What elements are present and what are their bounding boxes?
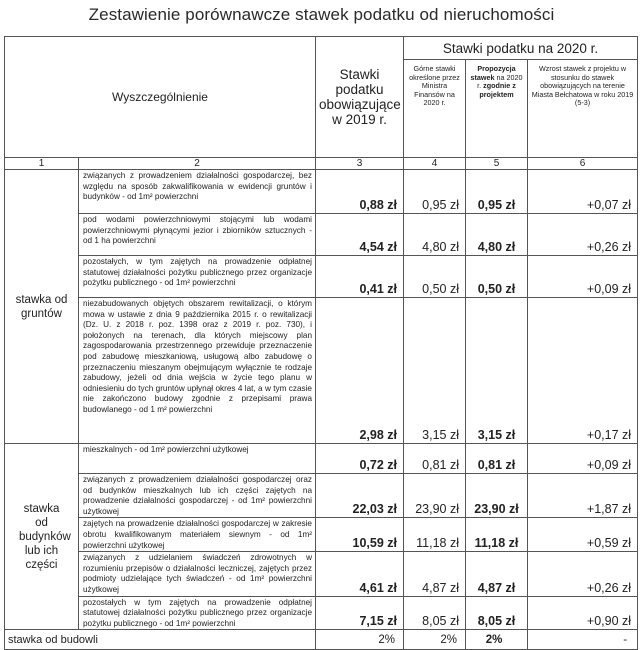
table-row bbox=[5, 170, 638, 214]
rate-2019: 10,59 zł bbox=[316, 518, 404, 552]
category-structures: stawka od budowli bbox=[5, 630, 316, 650]
proposed-rate-2020: 23,90 zł bbox=[466, 474, 528, 518]
table-row bbox=[5, 596, 638, 630]
table-row bbox=[5, 256, 638, 298]
table-row bbox=[5, 444, 638, 474]
header-proposed-rates: Propozycja stawek na 2020 r. zgodnie z projektem bbox=[466, 60, 528, 158]
header-rates-2019: Stawki podatku obowiązujące w 2019 r. bbox=[316, 37, 404, 158]
max-rate-2020: 2% bbox=[404, 630, 466, 650]
row-description: pozostałych, w tym zajętych na prowadzenie odpłatnej statutowej działalności pożytku publicznego przez organizacje pożytku publicznego - od 1m² powierzchni bbox=[79, 256, 316, 298]
table-row bbox=[5, 298, 638, 444]
rate-2019: 0,88 zł bbox=[316, 170, 404, 214]
row-description: pod wodami powierzchniowymi stojącymi lub wodami powierzchniowymi płynącymi jezior i zbiorników sztucznych - od 1 ha powierzchni bbox=[79, 214, 316, 256]
rate-2019: 2% bbox=[316, 630, 404, 650]
rate-2019: 4,54 zł bbox=[316, 214, 404, 256]
proposed-rate-2020: 2% bbox=[466, 630, 528, 650]
rate-2019: 22,03 zł bbox=[316, 474, 404, 518]
row-description: związanych z udzielaniem świadczeń zdrowotnych w rozumieniu przepisów o działalności leczniczej, zajętych przez podmioty udzielające tych świadczeń - od 1m² powierzchni użytkowej bbox=[79, 552, 316, 596]
rate-2019: 0,72 zł bbox=[316, 444, 404, 474]
rate-growth: - bbox=[528, 630, 638, 650]
rate-growth: +0,90 zł bbox=[528, 596, 638, 630]
max-rate-2020: 8,05 zł bbox=[404, 596, 466, 630]
row-description: pozostałych w tym zajętych na prowadzenie odpłatnej statutowej działalności pożytku publicznego przez organizacje pożytku publicznego - od 1m² powierzchni bbox=[79, 596, 316, 630]
column-number: 5 bbox=[466, 158, 528, 170]
rate-growth: +0,26 zł bbox=[528, 214, 638, 256]
max-rate-2020: 0,50 zł bbox=[404, 256, 466, 298]
row-description: zajętych na prowadzenie działalności gospodarczej w zakresie obrotu kwalifikowanym materiałem siewnym - od 1m² powierzchni użytkowej bbox=[79, 518, 316, 552]
column-number: 2 bbox=[79, 158, 316, 170]
max-rate-2020: 11,18 zł bbox=[404, 518, 466, 552]
proposed-rate-2020: 11,18 zł bbox=[466, 518, 528, 552]
category-land: stawka od gruntów bbox=[5, 170, 79, 444]
max-rate-2020: 0,81 zł bbox=[404, 444, 466, 474]
proposed-rate-2020: 0,50 zł bbox=[466, 256, 528, 298]
rate-growth: +0,09 zł bbox=[528, 444, 638, 474]
max-rate-2020: 23,90 zł bbox=[404, 474, 466, 518]
column-numbers-row bbox=[5, 158, 638, 170]
max-rate-2020: 0,95 zł bbox=[404, 170, 466, 214]
proposed-rate-2020: 4,87 zł bbox=[466, 552, 528, 596]
row-description: związanych z prowadzeniem działalności gospodarczej oraz od budynków mieszkalnych lub ich części zajętych na prowadzenie działalności gospodarczej - od 1m² powierzchni użytkowej bbox=[79, 474, 316, 518]
table-row bbox=[5, 552, 638, 596]
table-row bbox=[5, 518, 638, 552]
rate-2019: 0,41 zł bbox=[316, 256, 404, 298]
header-growth: Wzrost stawek z projektu w stosunku do stawek obowiązujących na terenie Miasta Bełchatowa w roku 2019 (5-3) bbox=[528, 60, 638, 158]
proposed-rate-2020: 4,80 zł bbox=[466, 214, 528, 256]
proposed-rate-2020: 8,05 zł bbox=[466, 596, 528, 630]
rate-growth: +0,07 zł bbox=[528, 170, 638, 214]
rate-2019: 4,61 zł bbox=[316, 552, 404, 596]
max-rate-2020: 4,87 zł bbox=[404, 552, 466, 596]
rate-2019: 7,15 zł bbox=[316, 596, 404, 630]
rate-growth: +0,59 zł bbox=[528, 518, 638, 552]
tax-rates-table bbox=[4, 36, 638, 650]
proposed-rate-2020: 0,95 zł bbox=[466, 170, 528, 214]
row-description: związanych z prowadzeniem działalności gospodarczej, bez względu na sposób zakwalifikowania w ewidencji gruntów i budynków - od 1m² powierzchni bbox=[79, 170, 316, 214]
proposed-rate-2020: 0,81 zł bbox=[466, 444, 528, 474]
rate-growth: +0,17 zł bbox=[528, 298, 638, 444]
rate-growth: +1,87 zł bbox=[528, 474, 638, 518]
proposed-rate-2020: 3,15 zł bbox=[466, 298, 528, 444]
rate-2019: 2,98 zł bbox=[316, 298, 404, 444]
header-specification: Wyszczególnienie bbox=[5, 37, 316, 158]
table-row bbox=[5, 474, 638, 518]
row-description: mieszkalnych - od 1m² powierzchni użytkowej bbox=[79, 444, 316, 474]
column-number: 3 bbox=[316, 158, 404, 170]
table-row-structures bbox=[5, 630, 638, 650]
header-rates-2020-group: Stawki podatku na 2020 r. bbox=[404, 37, 638, 60]
rate-growth: +0,26 zł bbox=[528, 552, 638, 596]
column-number: 6 bbox=[528, 158, 638, 170]
column-number: 1 bbox=[5, 158, 79, 170]
max-rate-2020: 3,15 zł bbox=[404, 298, 466, 444]
rate-growth: +0,09 zł bbox=[528, 256, 638, 298]
row-description: niezabudowanych objętych obszarem rewitalizacji, o którym mowa w ustawie z dnia 9 października 2015 r. o rewitalizacji (Dz. U. z 2018 r. poz. 1398 oraz z 2019 r. poz. 730), i położonych na terenach, dla których miejscowy plan zagospodarowania przestrzennego przewiduje przeznaczenie pod zabudowę mieszkaniową, usługową albo zabudowę o przeznaczeniu mieszanym obejmującym wyłącznie te rodzaje zabudowy, jeżeli od dnia wejścia w życie tego planu w odniesieniu do tych gruntów upłynął okres 4 lat, a w tym czasie nie zakończono budowy zgodnie z przepisami prawa budowlanego - od 1 m² powierzchni bbox=[79, 298, 316, 444]
table-row bbox=[5, 214, 638, 256]
document-title: Zestawienie porównawcze stawek podatku od nieruchomości bbox=[88, 5, 555, 24]
max-rate-2020: 4,80 zł bbox=[404, 214, 466, 256]
header-max-rates: Górne stawki określone przez Ministra Finansów na 2020 r. bbox=[404, 60, 466, 158]
category-buildings: stawka od budynków lub ich części bbox=[5, 444, 79, 630]
column-number: 4 bbox=[404, 158, 466, 170]
